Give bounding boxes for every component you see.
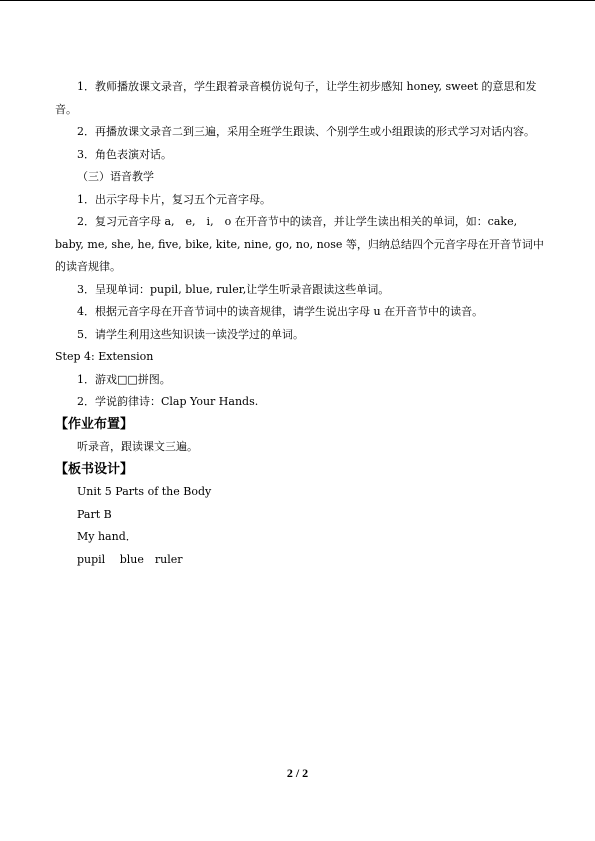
- board-line-unit: Unit 5 Parts of the Body: [77, 485, 212, 498]
- board-line-part: Part B: [77, 507, 112, 521]
- paragraph-extension-1: 1．游戏□□拼图。: [77, 372, 171, 386]
- paragraph-phonics-1: 1．出示字母卡片，复习五个元音字母。: [77, 192, 271, 206]
- board-line-sentence: My hand．: [77, 530, 137, 543]
- paragraph-step-3: 3．角色表演对话。: [77, 147, 172, 161]
- homework-text: 听录音，跟读课文三遍。: [77, 440, 198, 453]
- step-extension-title: Step 4: Extension: [55, 350, 154, 363]
- board-line-words: pupil blue ruler: [77, 552, 183, 566]
- top-rule: [0, 0, 595, 1]
- document-body: [55, 76, 545, 571]
- paragraph-phonics-4: 4．根据元音字母在开音节词中的读音规律，请学生说出字母 u 在开音节中的读音。: [77, 305, 484, 318]
- homework-heading: 【作业布置】: [55, 416, 134, 432]
- board-design-heading: 【板书设计】: [55, 461, 134, 477]
- paragraph-phonics-3: 3．呈现单词：pupil, blue, ruler,让学生听录音跟读这些单词。: [77, 282, 390, 296]
- paragraph-phonics-5: 5．请学生利用这些知识读一读没学过的单词。: [77, 327, 304, 341]
- paragraph-step-2: 2．再播放课文录音二到三遍，采用全班学生跟读、个别学生或小组跟读的形式学习对话内容。: [77, 125, 535, 138]
- paragraph-phonics-2: 2．复习元音字母 a, e, i, o 在开音节中的读音，并让学生读出相关的单词，如：cake, baby, me, she, he, five, bike, kite, nine, go, no, nose 等，归纳总结四个元音字母在开音节词中的读音规律。: [55, 215, 544, 273]
- page-number: 2 / 2: [286, 766, 309, 780]
- section-phonics-title: （三）语音教学: [77, 170, 154, 183]
- paragraph-extension-2: 2．学说韵律诗：Clap Your Hands.: [77, 395, 259, 408]
- paragraph-step-1: 1．教师播放课文录音，学生跟着录音模仿说句子，让学生初步感知 honey, sweet 的意思和发音。: [55, 80, 537, 116]
